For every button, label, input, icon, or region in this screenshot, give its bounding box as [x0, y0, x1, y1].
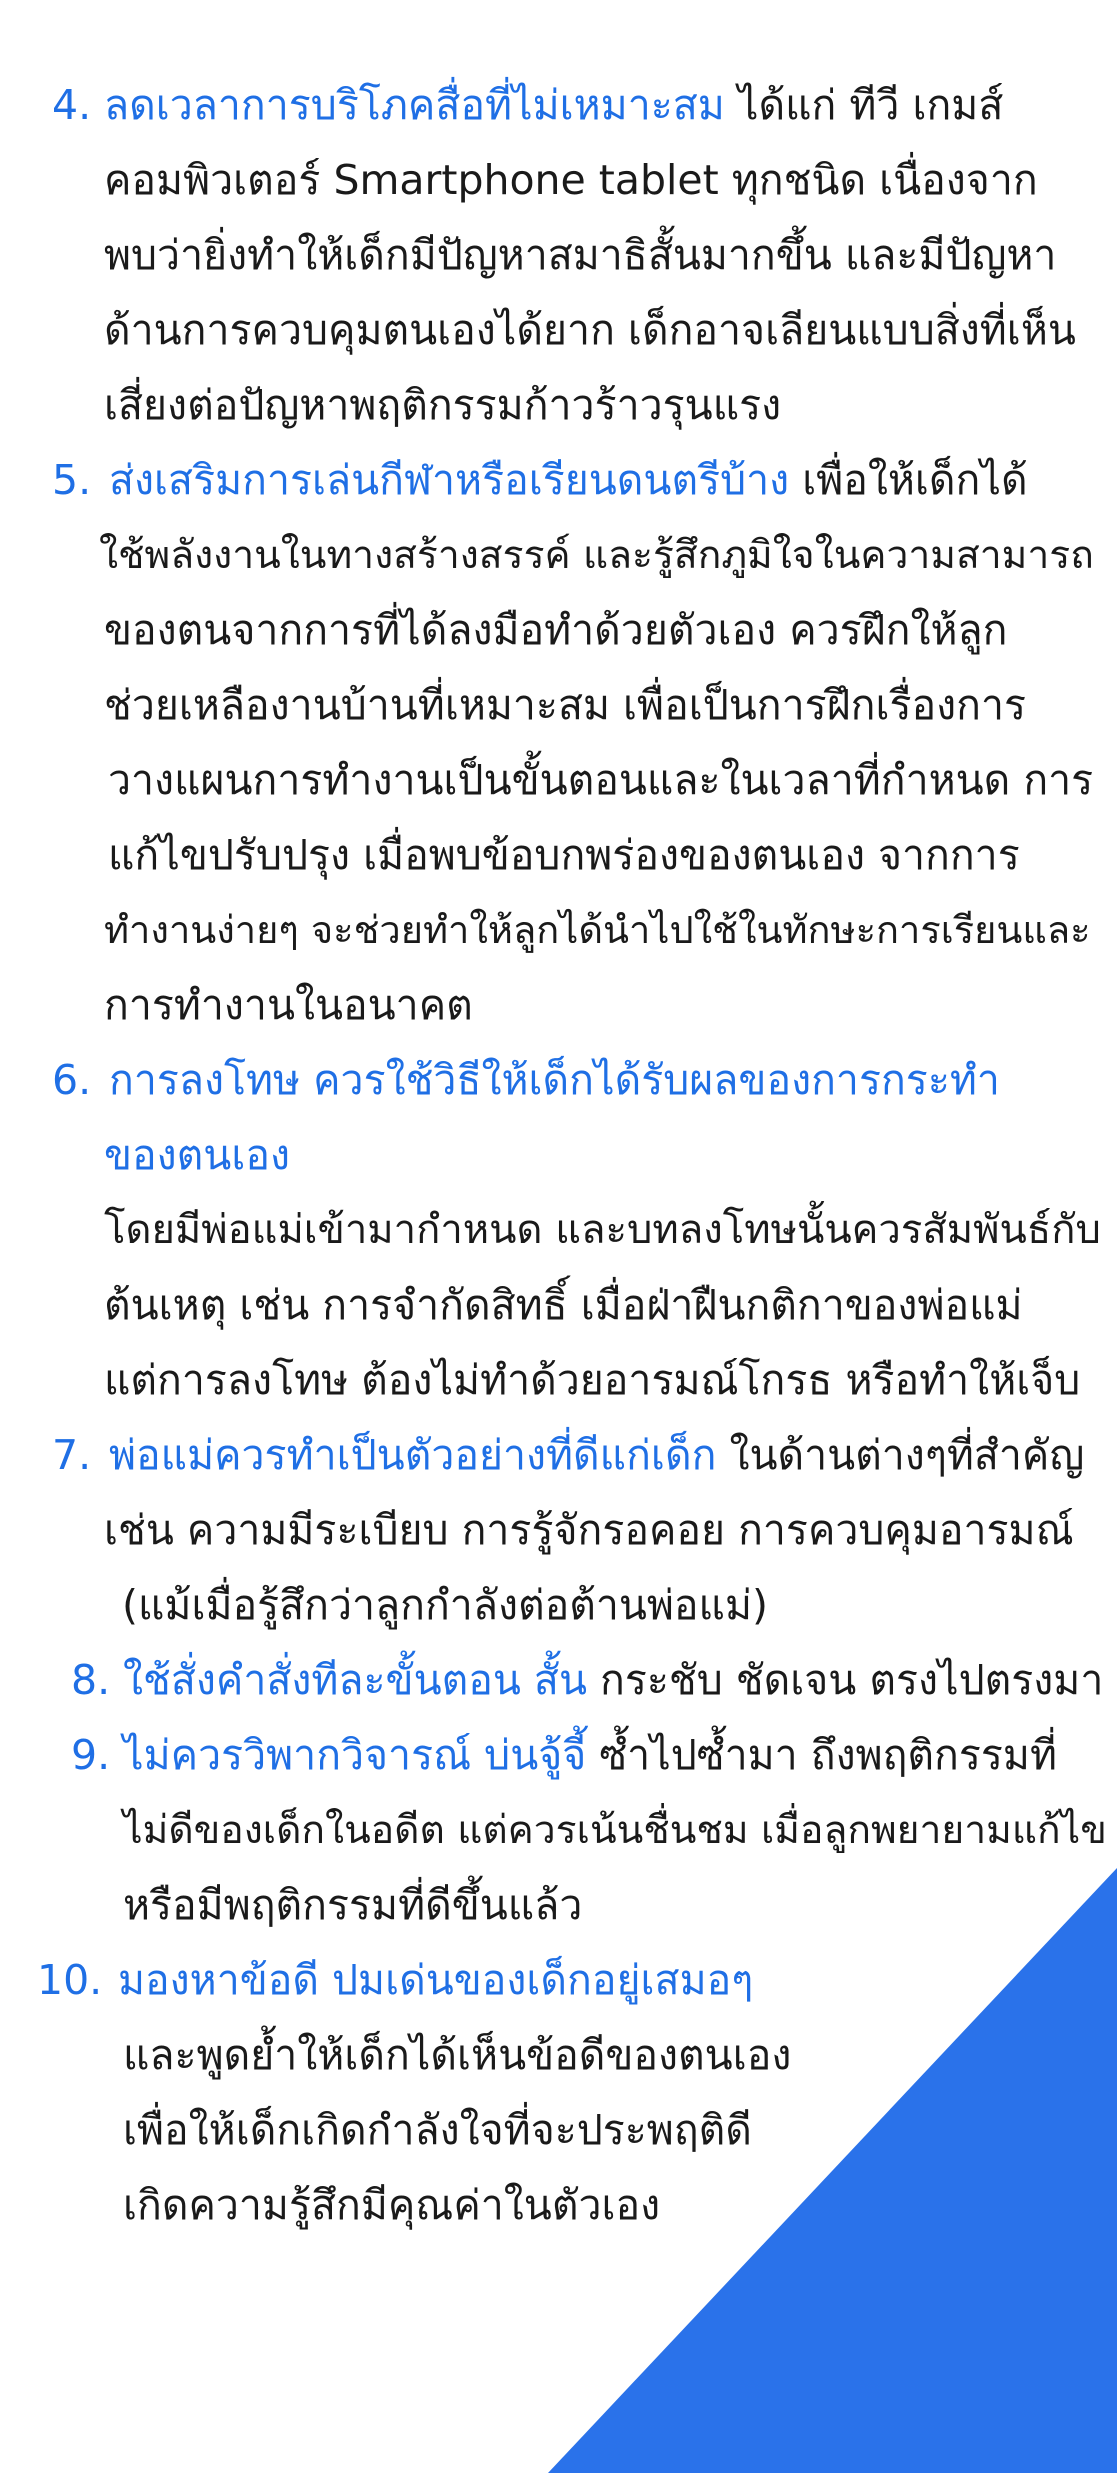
item-heading: การลงโทษ ควรใช้วิธีให้เด็กได้รับผลของการกระทำ — [109, 1056, 1000, 1104]
item-number: 8. — [71, 1656, 111, 1704]
list-item — [0, 68, 1117, 443]
item-body-text: กระชับ ชัดเจน ตรงไปตรงมา — [586, 1656, 1104, 1704]
item-body-text: การทำงานในอนาคต — [104, 981, 473, 1029]
item-line — [104, 668, 1026, 743]
item-body-text: พบว่ายิ่งทำให้เด็กมีปัญหาสมาธิสั้นมากขึ้น และมีปัญหา — [104, 231, 1057, 279]
item-line — [123, 1868, 582, 1943]
item-line — [123, 2168, 660, 2243]
item-body-text: เพื่อให้เด็กได้ — [789, 456, 1028, 504]
item-line — [123, 2018, 791, 2093]
item-body-text: และพูดย้ำให้เด็กได้เห็นข้อดีของตนเอง — [123, 2031, 792, 2079]
list-item — [0, 1718, 1117, 1943]
item-line — [123, 1643, 1103, 1718]
item-body-text: เสี่ยงต่อปัญหาพฤติกรรมก้าวร้าวรุนแรง — [104, 381, 782, 429]
item-heading: ไม่ควรวิพากวิจารณ์ บ่นจู้จี้ — [123, 1731, 587, 1779]
item-body-text: โดยมีพ่อแม่เข้ามากำหนด และบทลงโทษนั้นควรสัมพันธ์กับ — [104, 1207, 1101, 1253]
item-line — [108, 818, 1020, 893]
item-body-text: แก้ไขปรับปรุง เมื่อพบข้อบกพร่องของตนเอง จากการ — [108, 831, 1020, 879]
item-line — [123, 2093, 752, 2168]
item-line — [104, 218, 1056, 293]
item-line — [109, 1418, 1084, 1493]
item-heading: ของตนเอง — [104, 1131, 290, 1179]
item-body-text: ทำงานง่ายๆ จะช่วยทำให้ลูกได้นำไปใช้ในทักษะการเรียนและ — [104, 908, 1091, 952]
item-number: 5. — [52, 456, 92, 504]
item-line — [108, 743, 1093, 818]
item-heading: ลดเวลาการบริโภคสื่อที่ไม่เหมาะสม — [104, 81, 725, 129]
item-line — [104, 593, 1008, 668]
item-line — [99, 518, 1094, 593]
item-line — [104, 368, 781, 443]
item-line — [122, 1568, 768, 1643]
item-body-text: หรือมีพฤติกรรมที่ดีขึ้นแล้ว — [123, 1881, 583, 1929]
item-number: 6. — [52, 1056, 92, 1104]
item-body-text: (แม้เมื่อรู้สึกว่าลูกกำลังต่อต้านพ่อแม่) — [122, 1581, 768, 1629]
item-line — [104, 968, 473, 1043]
item-line — [104, 1343, 1080, 1418]
item-line — [104, 68, 1003, 143]
item-line — [104, 1268, 1023, 1343]
item-line — [104, 1493, 1074, 1568]
item-number: 10. — [37, 1956, 103, 2004]
item-line — [118, 1943, 753, 2018]
item-body-text: เช่น ความมีระเบียบ การรู้จักรอคอย การควบคุมอารมณ์ — [104, 1506, 1074, 1554]
item-heading: พ่อแม่ควรทำเป็นตัวอย่างที่ดีแก่เด็ก — [109, 1431, 717, 1479]
item-number: 9. — [71, 1731, 111, 1779]
item-body-text: คอมพิวเตอร์ Smartphone tablet ทุกชนิด เนื่องจาก — [104, 156, 1038, 204]
item-body-text: ของตนจากการที่ได้ลงมือทำด้วยตัวเอง ควรฝึกให้ลูก — [104, 606, 1008, 654]
item-body-text: ได้แก่ ทีวี เกมส์ — [724, 81, 1004, 129]
item-number: 4. — [52, 81, 92, 129]
item-number: 7. — [52, 1431, 92, 1479]
item-line — [109, 443, 1028, 518]
list-item — [0, 1943, 1117, 2243]
item-body-text: ใช้พลังงานในทางสร้างสรรค์ และรู้สึกภูมิใจในความสามารถ — [99, 533, 1094, 578]
item-body-text: ด้านการควบคุมตนเองได้ยาก เด็กอาจเลียนแบบสิ่งที่เห็น — [104, 306, 1076, 354]
item-line — [104, 1193, 1101, 1268]
item-heading: ใช้สั่งคำสั่งทีละขั้นตอน สั้น — [123, 1656, 587, 1704]
item-line — [104, 143, 1038, 218]
item-line — [104, 1118, 290, 1193]
item-line — [123, 1718, 1057, 1793]
list-item — [0, 1418, 1117, 1643]
item-body-text: แต่การลงโทษ ต้องไม่ทำด้วยอารมณ์โกรธ หรือทำให้เจ็บ — [104, 1356, 1081, 1404]
item-body-text: ช่วยเหลืองานบ้านที่เหมาะสม เพื่อเป็นการฝึกเรื่องการ — [104, 681, 1027, 729]
item-line — [109, 1043, 1000, 1118]
list-item — [0, 1043, 1117, 1418]
item-body-text: วางแผนการทำงานเป็นขั้นตอนและในเวลาที่กำหนด การ — [108, 756, 1094, 804]
item-line — [104, 293, 1076, 368]
item-body-text: ต้นเหตุ เช่น การจำกัดสิทธิ์ เมื่อฝ่าฝืนกติกาของพ่อแม่ — [104, 1281, 1023, 1329]
list-item — [0, 443, 1117, 1043]
item-body-text: เกิดความรู้สึกมีคุณค่าในตัวเอง — [123, 2181, 661, 2229]
item-body-text: ไม่ดีของเด็กในอดีต แต่ควรเน้นชื่นชม เมื่อลูกพยายามแก้ไข — [123, 1808, 1107, 1853]
item-heading: ส่งเสริมการเล่นกีฬาหรือเรียนดนตรีบ้าง — [109, 456, 790, 504]
item-body-text: ซ้ำไปซ้ำมา ถึงพฤติกรรมที่ — [586, 1731, 1057, 1779]
item-heading: มองหาข้อดี ปมเด่นของเด็กอยู่เสมอๆ — [118, 1956, 754, 2004]
list-item — [0, 1643, 1117, 1718]
item-line — [123, 1793, 1107, 1868]
item-body-text: ในด้านต่างๆที่สำคัญ — [716, 1431, 1085, 1479]
item-body-text: เพื่อให้เด็กเกิดกำลังใจที่จะประพฤติดี — [123, 2106, 752, 2154]
item-line — [104, 893, 1091, 968]
